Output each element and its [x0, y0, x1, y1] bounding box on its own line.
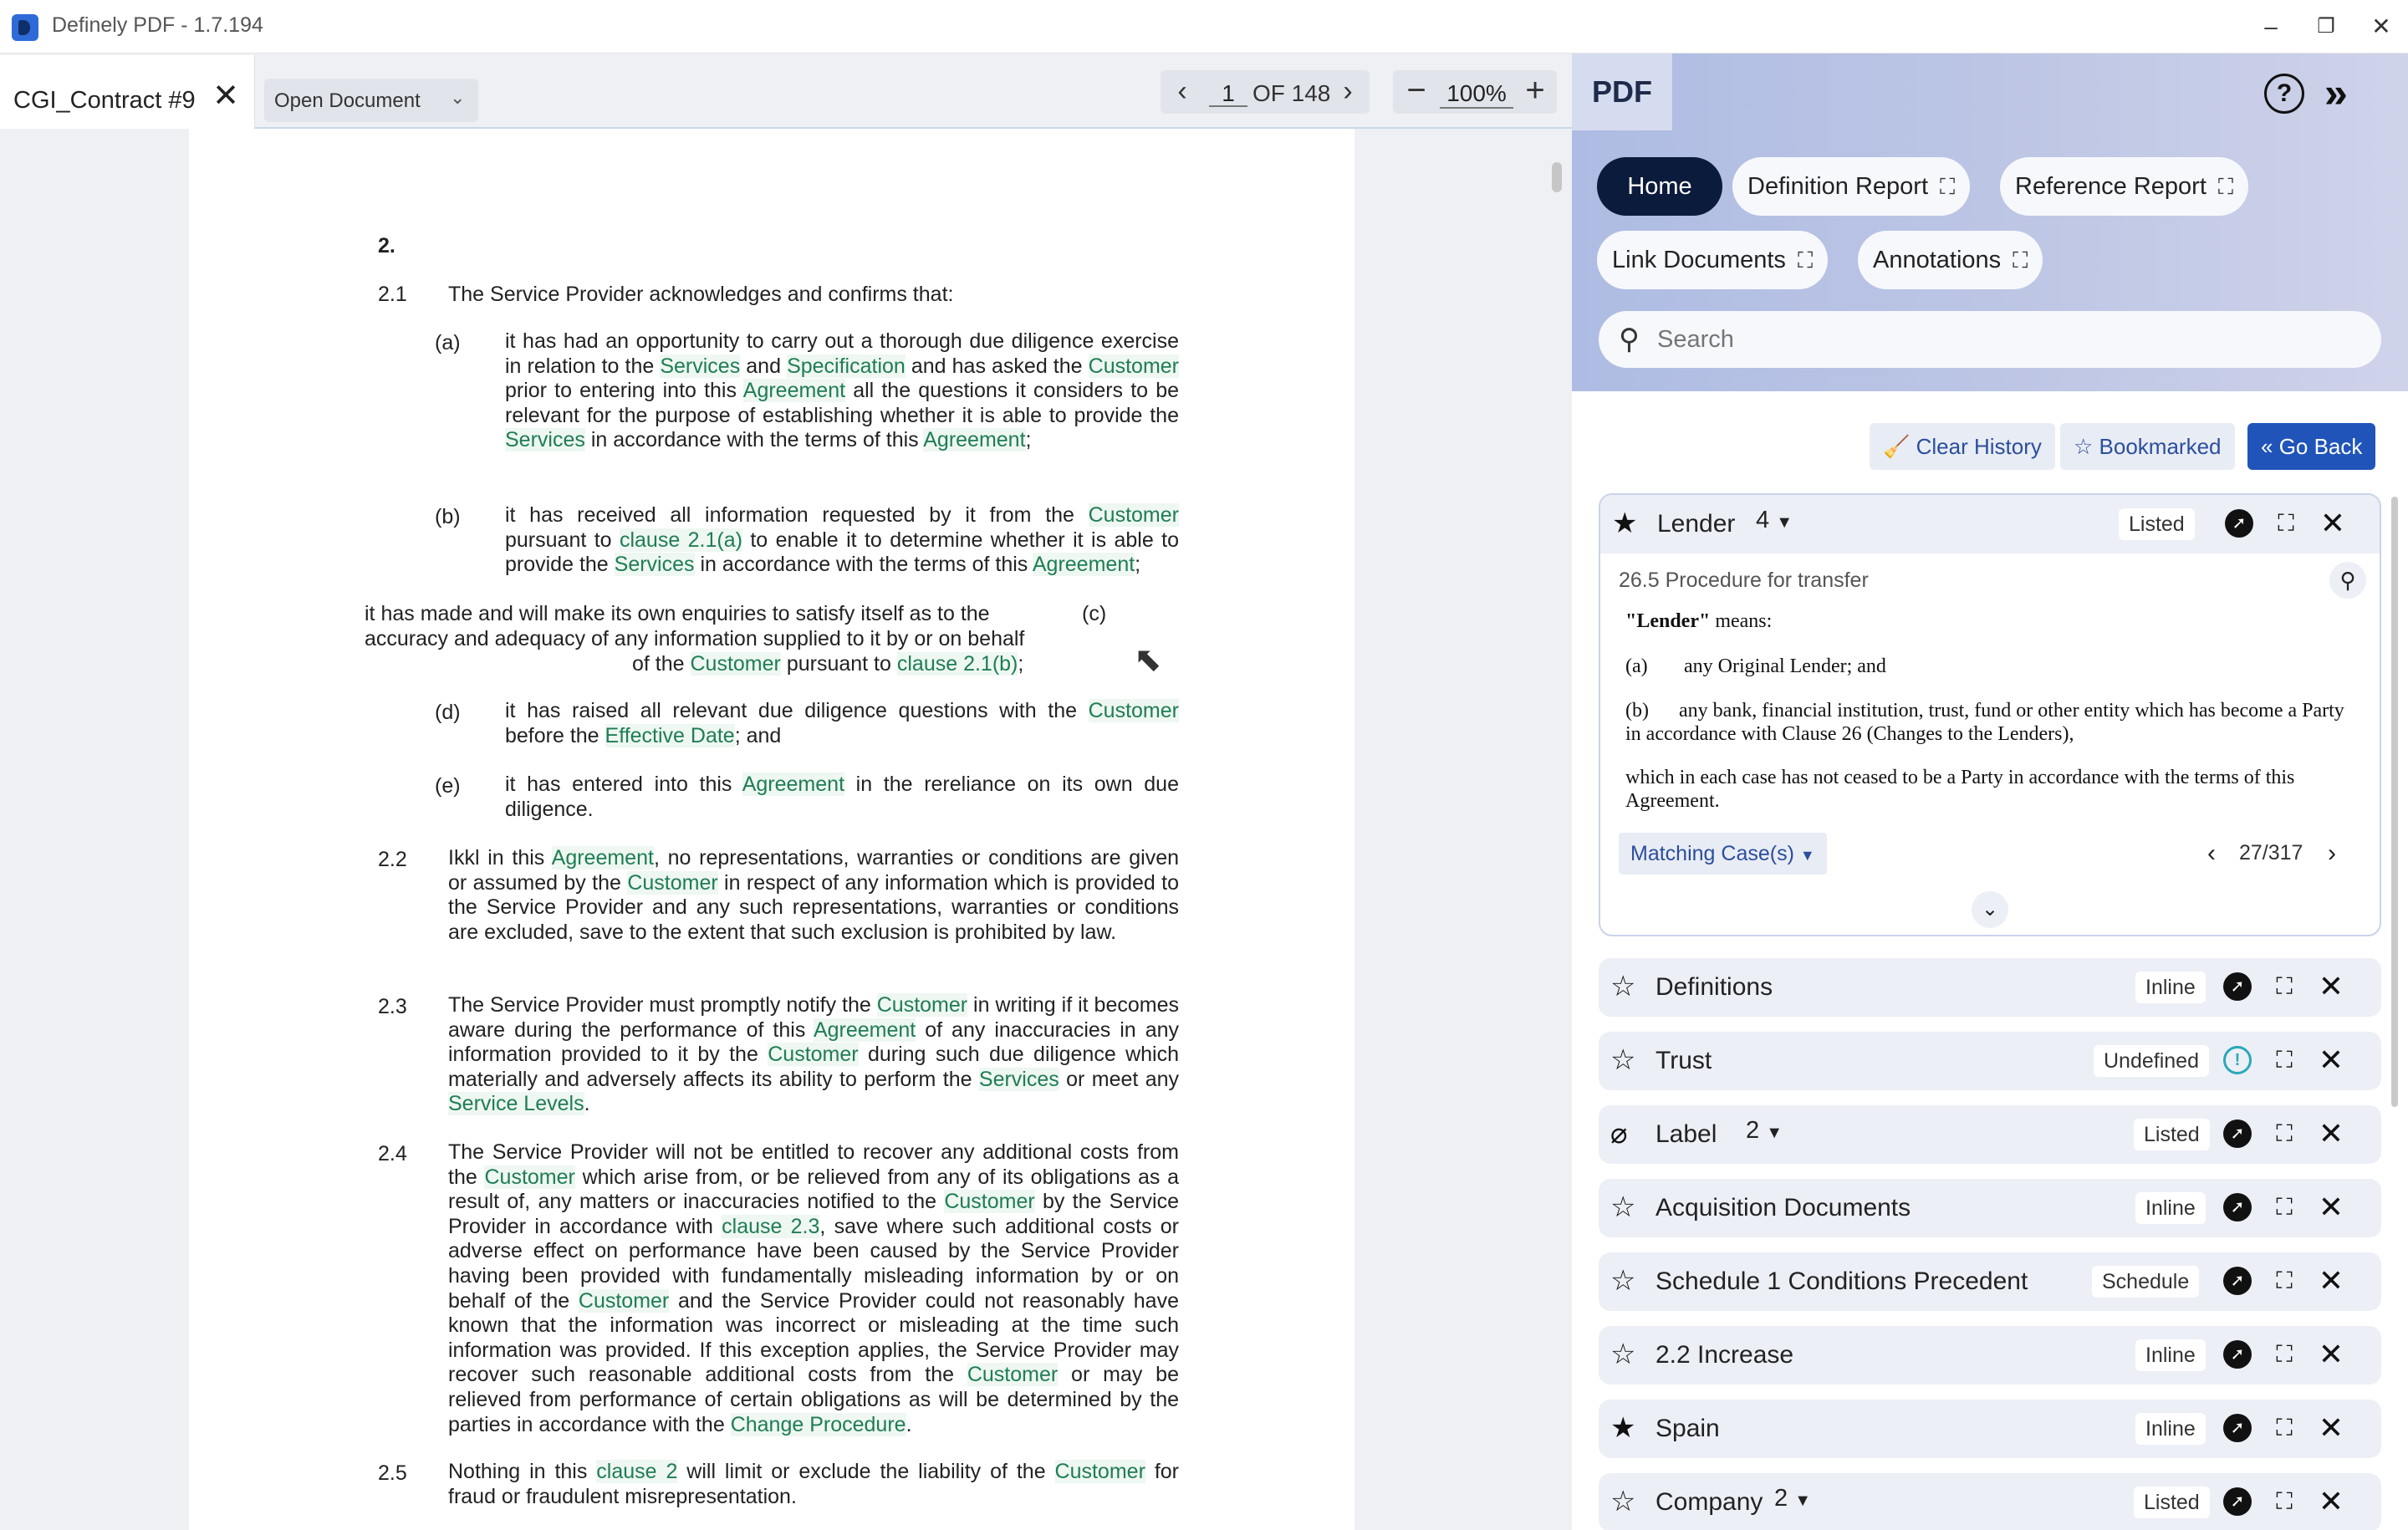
defined-term-link[interactable]: Customer — [1088, 503, 1179, 527]
app-logo — [12, 14, 38, 41]
nav-link-documents[interactable]: Link Documents ⛶ — [1597, 231, 1828, 289]
star-outline-icon[interactable]: ☆ — [1610, 1486, 1636, 1517]
expand-icon: ⛶ — [2013, 247, 2028, 273]
defined-term-link[interactable]: Specification — [787, 354, 906, 378]
sub-clause-label: (c) — [1082, 602, 1107, 625]
caret-down-icon: ▼ — [1799, 847, 1815, 864]
search-icon: ⚲ — [1619, 324, 1640, 355]
clause-text: The Service Provider must promptly notify the Customer in writing if it becomes aware during the performance of this Agreement of any inaccuracies in any information provided to it by the Customer during such due diligence which materially and adversely affects its ability to perform the Services or meet any Service Levels. — [448, 993, 1180, 1116]
document-tab-label: CGI_Contract #9 — [13, 87, 196, 114]
star-outline-icon[interactable]: ☆ — [1610, 1265, 1636, 1297]
cross-reference-link[interactable]: clause 2 — [596, 1460, 678, 1483]
count-dropdown[interactable]: 2 ▼ — [1746, 1117, 1783, 1144]
row-title: Schedule 1 Conditions Precedent — [1656, 1267, 2028, 1295]
search-icon[interactable]: ⚲ — [2329, 562, 2366, 599]
close-icon[interactable]: ✕ — [2318, 969, 2344, 1003]
sub-clause-text-line: it has made and will make its own enquiries to satisfy itself as to the — [365, 602, 990, 625]
fullscreen-icon[interactable]: ⛶ — [2278, 510, 2294, 536]
clause-number: 2.5 — [378, 1461, 407, 1485]
fullscreen-icon[interactable]: ⛶ — [2276, 1120, 2293, 1146]
star-icon: ☆ — [2074, 434, 2099, 459]
definition-row[interactable] — [1599, 1179, 2381, 1237]
fullscreen-icon[interactable]: ⛶ — [2276, 1488, 2293, 1514]
nav-annotations[interactable]: Annotations ⛶ — [1858, 231, 2043, 289]
zoom-level-input[interactable]: 100% — [1440, 80, 1513, 109]
definition-row[interactable] — [1599, 958, 2381, 1017]
close-icon[interactable]: ✕ — [2319, 506, 2346, 540]
close-icon[interactable]: ✕ — [2318, 1410, 2344, 1445]
defined-term-link[interactable]: Customer — [578, 1288, 670, 1313]
close-icon[interactable]: ✕ — [2318, 1116, 2344, 1150]
close-icon[interactable]: ✕ — [2318, 1190, 2344, 1224]
defined-term-link[interactable]: Services — [978, 1067, 1059, 1091]
sub-clause-text: it has raised all relevant due diligence questions with the Customer before the Effective Date; and — [505, 699, 1179, 747]
expand-icon: ⛶ — [1940, 174, 1956, 199]
open-document-dropdown[interactable] — [264, 79, 478, 122]
defined-term-link[interactable]: Agreement — [551, 846, 654, 870]
card-title: Lender — [1657, 510, 1736, 538]
definition-row[interactable] — [1599, 1032, 2381, 1090]
close-icon[interactable]: ✕ — [2318, 1043, 2344, 1077]
row-title: 2.2 Increase — [1656, 1341, 1794, 1369]
cross-reference-link[interactable]: clause 2.3 — [722, 1214, 820, 1238]
cross-reference-link[interactable]: clause 2.1(b) — [896, 652, 1018, 676]
defined-term-link[interactable]: Agreement — [1032, 553, 1135, 577]
defined-term-link[interactable]: Agreement — [813, 1017, 916, 1042]
nav-reference-report[interactable]: Reference Report ⛶ — [2000, 157, 2248, 216]
type-badge: Listed — [2119, 508, 2195, 540]
window-title: Definely PDF - 1.7.194 — [52, 13, 263, 37]
clause-number: 2.3 — [378, 995, 407, 1018]
definition-text: any Original Lender; and — [1684, 655, 1886, 677]
help-icon[interactable]: ? — [2264, 74, 2304, 114]
defined-term-link[interactable]: Customer — [627, 870, 718, 895]
sub-clause-label: (e) — [435, 774, 461, 798]
row-title: Label — [1656, 1120, 1717, 1148]
nav-definition-report[interactable]: Definition Report ⛶ — [1732, 157, 1970, 216]
clause-number: 2.1 — [378, 283, 407, 306]
definition-text: (b) any bank, financial institution, trust, fund or other entity which has become a Party in accordance with Clause 26 (Changes to the Lenders), — [1625, 700, 2344, 745]
defined-term-link[interactable]: Customer — [1054, 1460, 1145, 1483]
minimize-icon[interactable]: – — [2264, 13, 2278, 39]
clause-text: Nothing in this clause 2 will limit or exclude the liability of the Customer for fraud or fraudulent misrepresentation. — [448, 1460, 1179, 1508]
defined-term-link[interactable]: Customer — [876, 993, 968, 1017]
definition-row[interactable] — [1599, 1473, 2381, 1530]
defined-term-link[interactable]: Agreement — [923, 428, 1026, 452]
type-badge: Listed — [2134, 1487, 2210, 1518]
document-viewer[interactable] — [0, 129, 1572, 1530]
match-position: 27/317 — [2239, 841, 2303, 864]
zoom-out-icon[interactable]: − — [1406, 72, 1426, 109]
defined-term-link[interactable]: Service Levels — [448, 1092, 584, 1116]
sub-clause-text: it has had an opportunity to carry out a thorough due diligence exercise in relation to the Services and Specification and has asked the Customer prior to entering into this Agreement all the questions it considers to be relevant for the purpose of establishing whether it is able to provide the Services in accordance with the terms of this Agreement; — [505, 329, 1180, 452]
type-badge: Inline — [2135, 972, 2206, 1003]
clear-history-button[interactable]: 🧹 Clear History — [1870, 423, 2055, 470]
navigate-icon[interactable]: ➚ — [2221, 1338, 2254, 1371]
definely-panel — [1572, 54, 2408, 1530]
definition-text: which in each case has not ceased to be a Party in accordance with the terms of this Agreement. — [1625, 767, 2295, 812]
previous-match-icon[interactable]: ‹ — [2207, 839, 2216, 867]
clause-number: 2.2 — [378, 848, 407, 871]
defined-term-link[interactable]: Customer — [967, 1363, 1059, 1387]
star-outline-icon[interactable]: ☆ — [1610, 1339, 1636, 1370]
defined-term-link[interactable]: Services — [660, 354, 741, 378]
document-tab[interactable] — [0, 55, 255, 129]
panel-scrollbar[interactable] — [2391, 497, 2398, 1107]
row-title: Acquisition Documents — [1656, 1194, 1911, 1221]
count-dropdown[interactable]: 4 ▼ — [1756, 507, 1793, 533]
double-chevron-left-icon: « — [2261, 434, 2279, 459]
star-filled-icon[interactable]: ★ — [1610, 1412, 1636, 1444]
close-icon[interactable]: ✕ — [2318, 1263, 2344, 1298]
search-box — [1599, 311, 2381, 368]
go-back-button[interactable]: « Go Back — [2247, 423, 2375, 470]
sub-clause-label: (a) — [435, 331, 461, 354]
previous-page-icon[interactable]: ‹ — [1177, 75, 1187, 107]
defined-term-link[interactable]: Effective Date — [605, 723, 735, 747]
defined-term-link[interactable]: Customer — [1088, 354, 1180, 378]
bookmarked-button[interactable]: ☆ Bookmarked — [2060, 423, 2235, 470]
fullscreen-icon[interactable]: ⛶ — [2276, 1267, 2293, 1293]
defined-term-link[interactable]: Agreement — [742, 773, 845, 796]
definition-row[interactable] — [1599, 1326, 2381, 1385]
close-icon[interactable]: ✕ — [2318, 1484, 2344, 1518]
mouse-cursor-icon: ⬉ — [1134, 641, 1162, 678]
navigate-icon[interactable]: ➚ — [2221, 1411, 2254, 1445]
defined-term-link[interactable]: Change Procedure — [730, 1412, 906, 1436]
fullscreen-icon[interactable]: ⛶ — [2276, 1341, 2293, 1367]
next-page-icon[interactable]: › — [1343, 75, 1353, 107]
collapse-panel-icon[interactable]: » — [2324, 69, 2348, 116]
paperclip-icon[interactable]: ⌀ — [1610, 1118, 1628, 1150]
star-outline-icon[interactable]: ☆ — [1610, 1044, 1636, 1076]
navigate-icon[interactable]: ➚ — [2221, 1264, 2254, 1298]
page-count: OF 148 — [1252, 80, 1331, 106]
type-badge: Inline — [2135, 1413, 2206, 1445]
definition-row[interactable] — [1599, 1252, 2381, 1311]
type-badge: Inline — [2135, 1192, 2206, 1224]
definition-label: (a) — [1625, 655, 1648, 677]
broom-icon: 🧹 — [1883, 434, 1916, 459]
restore-icon[interactable]: ❐ — [2317, 15, 2335, 38]
close-tab-icon[interactable]: ✕ — [212, 79, 239, 114]
row-title: Company — [1656, 1488, 1763, 1516]
fullscreen-icon[interactable]: ⛶ — [2276, 1415, 2293, 1441]
defined-term-link[interactable]: Customer — [1088, 699, 1179, 722]
type-badge: Undefined — [2094, 1045, 2209, 1077]
caret-down-icon: ▼ — [1766, 1124, 1783, 1142]
sub-clause-label: (b) — [435, 505, 461, 528]
definition-row[interactable] — [1599, 1400, 2381, 1458]
star-outline-icon[interactable]: ☆ — [1610, 971, 1636, 1002]
page-number-input[interactable]: 1 — [1209, 80, 1247, 107]
navigate-icon[interactable]: ➚ — [2221, 1485, 2254, 1518]
clause-heading: 2. — [378, 234, 395, 258]
caret-down-icon: ▼ — [1794, 1492, 1811, 1510]
type-badge: Listed — [2134, 1119, 2210, 1150]
clause-text: The Service Provider acknowledges and confirms that: — [448, 283, 954, 306]
caret-down-icon: ▼ — [1776, 513, 1793, 532]
fullscreen-icon[interactable]: ⛶ — [2276, 1047, 2293, 1073]
clause-number: 2.4 — [378, 1142, 407, 1165]
sub-clause-label: (d) — [435, 701, 461, 724]
sub-clause-text-line: of the Customer pursuant to clause 2.1(b); — [632, 652, 1024, 676]
card-header[interactable] — [1600, 495, 2381, 553]
navigate-icon[interactable]: ➚ — [2221, 1191, 2254, 1224]
defined-term-link[interactable]: Customer — [944, 1190, 1035, 1214]
close-icon[interactable]: ✕ — [2318, 1337, 2344, 1371]
fullscreen-icon[interactable]: ⛶ — [2276, 1194, 2293, 1220]
card-section: 26.5 Procedure for transfer — [1619, 569, 1869, 592]
zoom-in-icon[interactable]: + — [1525, 72, 1545, 109]
close-window-icon[interactable]: ✕ — [2371, 13, 2391, 39]
title-bar — [0, 0, 2408, 54]
defined-term-link[interactable]: Services — [614, 553, 695, 577]
panel-header — [1572, 54, 2408, 391]
defined-term-link[interactable]: Agreement — [742, 379, 846, 403]
type-badge: Schedule — [2092, 1266, 2199, 1298]
sub-clause-text: it has entered into this Agreement in the rereliance on its own due diligence. — [505, 773, 1179, 821]
row-title: Definitions — [1656, 973, 1773, 1001]
defined-term-link[interactable]: Customer — [768, 1043, 859, 1067]
sub-clause-text: it has received all information requested by it from the Customer pursuant to clause 2.1(a) to enable it to determine whether it is able to provide the Services in accordance with the terms of this Agreement; — [505, 503, 1180, 577]
warning-icon[interactable]: ! — [2221, 1043, 2254, 1077]
star-outline-icon[interactable]: ☆ — [1610, 1191, 1636, 1223]
clause-text: Ikkl in this Agreement, no representations, warranties or conditions are given or assumed by the Customer in respect of any information which is provided to the Service Provider and any such representations, warranties or conditions are excluded, save to the extent that such exclusion is prohibited by law. — [448, 846, 1179, 944]
pdf-page — [189, 129, 1354, 1530]
expand-icon: ⛶ — [2217, 174, 2234, 199]
clause-text: The Service Provider will not be entitled to recover any additional costs from the Customer which arise from, or be relieved from any of its obligations as a result of, any matters or inaccuracies notified to the Customer by the Service Provider in accordance with clause 2.3, save where such additional costs or adverse effect on performance have been caused by the Service Provider having been provided with fundamentally misleading information by or on behalf of the Customer and the Service Provider could not reasonably have known that the information was incorrect or misleading at the time such information was provided. If this exception applies, the Service Provider may recover such reasonable additional costs from the Customer or may be relieved from performance of certain obligations as will be determined by the parties in accordance with the Change Procedure. — [448, 1140, 1180, 1436]
open-document-label: Open Document — [274, 89, 421, 112]
defined-term-link[interactable]: Services — [505, 428, 585, 452]
document-toolbar — [0, 54, 1572, 129]
count-dropdown[interactable]: 2 ▼ — [1774, 1485, 1811, 1512]
sub-clause-text-line: accuracy and adequacy of any information supplied to it by or on behalf — [365, 627, 1025, 650]
pdf-tab[interactable]: PDF — [1572, 54, 1672, 130]
nav-home[interactable]: Home — [1597, 157, 1722, 216]
fullscreen-icon[interactable]: ⛶ — [2276, 973, 2293, 999]
definition-row[interactable] — [1599, 1105, 2381, 1164]
navigate-icon[interactable]: ➚ — [2222, 507, 2256, 540]
chevron-down-icon: ⌄ — [450, 87, 466, 108]
document-scrollbar[interactable] — [1552, 162, 1562, 192]
defined-term-link[interactable]: Customer — [484, 1165, 575, 1189]
navigate-icon[interactable]: ➚ — [2221, 1117, 2254, 1150]
navigate-icon[interactable]: ➚ — [2221, 970, 2254, 1003]
chevron-down-icon[interactable]: ⌄ — [1972, 891, 2008, 928]
definition-card-expanded — [1599, 493, 2381, 936]
page-navigator — [1161, 70, 1370, 114]
type-badge: Inline — [2135, 1339, 2206, 1371]
search-input[interactable] — [1657, 326, 2343, 354]
definition-text: "Lender" means: — [1625, 610, 1773, 632]
row-title: Spain — [1656, 1415, 1720, 1442]
cross-reference-link[interactable]: clause 2.1(a) — [619, 528, 742, 552]
matching-cases-dropdown[interactable]: Matching Case(s) ▼ — [1619, 833, 1827, 875]
expand-icon: ⛶ — [1797, 247, 1814, 273]
row-title: Trust — [1656, 1047, 1712, 1074]
defined-term-link[interactable]: Customer — [690, 652, 781, 676]
next-match-icon[interactable]: › — [2328, 839, 2336, 867]
star-filled-icon[interactable]: ★ — [1612, 507, 1638, 539]
zoom-control — [1393, 70, 1557, 114]
